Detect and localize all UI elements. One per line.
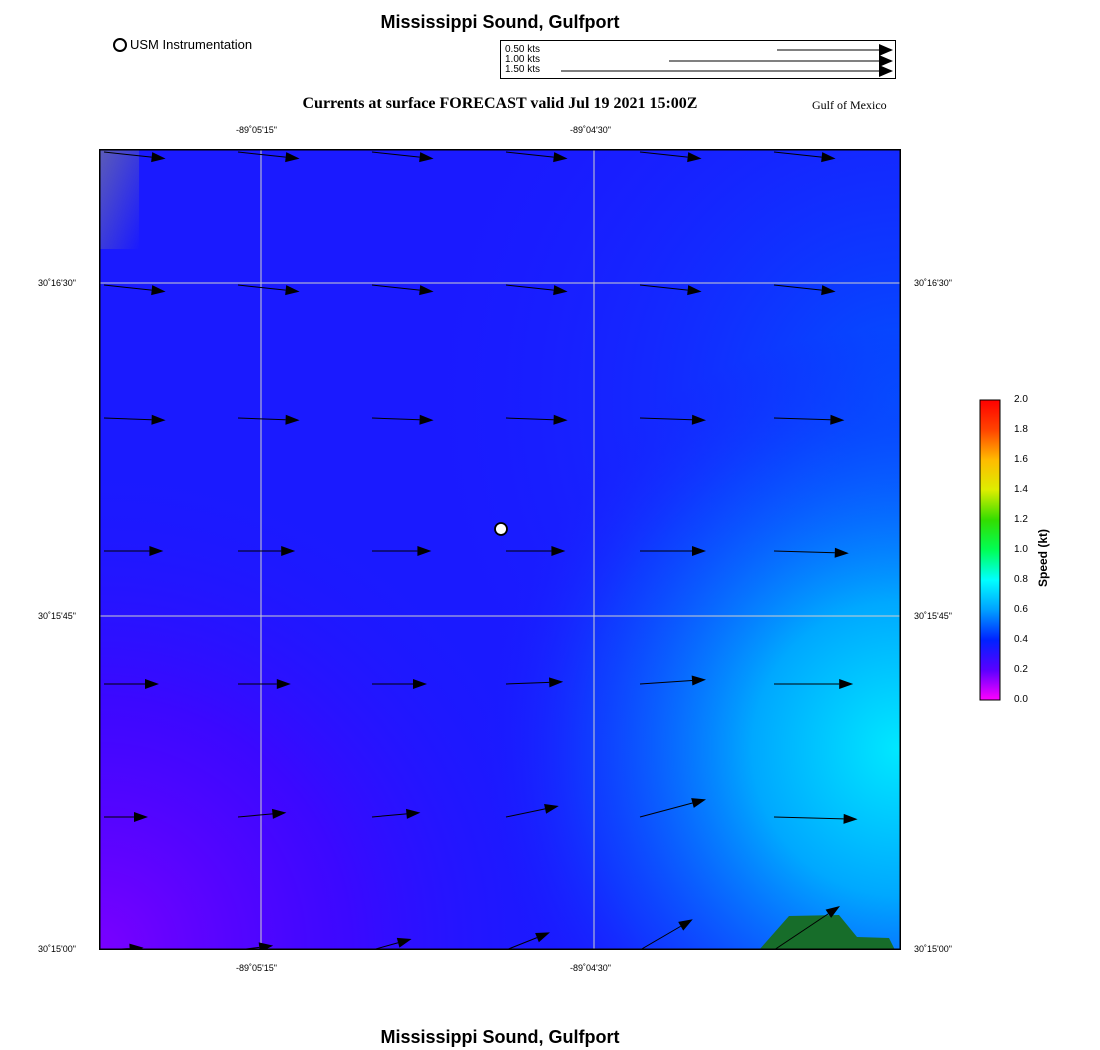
forecast-subtitle: Currents at surface FORECAST valid Jul 19 2021 15:00Z	[302, 95, 698, 112]
scale-label-100: 1.00 kts	[505, 54, 541, 65]
lon-tick-top-2: -89˚04'30"	[570, 125, 611, 135]
lat-tick-right-2: 30˚15'45"	[914, 611, 952, 621]
colorbar-tick-label: 1.0	[1014, 544, 1028, 555]
colorbar-tick-label: 2.0	[1014, 394, 1028, 405]
lat-tick-left-1: 30˚16'30"	[38, 278, 76, 288]
lon-tick-top-1: -89˚05'15"	[236, 125, 277, 135]
speed-scale-arrows	[501, 41, 895, 78]
usm-station-marker[interactable]	[495, 523, 507, 535]
lat-tick-right-3: 30˚15'00"	[914, 944, 952, 954]
station-marker-icon	[113, 38, 127, 52]
lat-tick-left-3: 30˚15'00"	[38, 944, 76, 954]
speed-scale-legend	[500, 40, 896, 79]
colorbar-tick-label: 0.2	[1014, 664, 1028, 675]
colorbar-tick-label: 0.6	[1014, 604, 1028, 615]
map-title: Mississippi Sound, Gulfport	[380, 12, 620, 32]
scale-label-050: 0.50 kts	[505, 44, 541, 55]
current-map[interactable]	[99, 149, 901, 950]
lat-tick-left-2: 30˚15'45"	[38, 611, 76, 621]
colorbar-tick-label: 0.4	[1014, 634, 1028, 645]
colorbar-tick-label: 0.0	[1014, 694, 1028, 705]
region-label: Gulf of Mexico	[812, 98, 887, 112]
lat-tick-right-1: 30˚16'30"	[914, 278, 952, 288]
lon-tick-bottom-2: -89˚04'30"	[570, 963, 611, 973]
current-map-svg[interactable]	[99, 149, 901, 950]
map-footer-title: Mississippi Sound, Gulfport	[380, 1027, 620, 1047]
colorbar-tick-label: 1.4	[1014, 484, 1028, 495]
colorbar-tick-label: 1.6	[1014, 454, 1028, 465]
arrow-icon	[879, 55, 893, 67]
colorbar-svg	[979, 399, 1001, 701]
speed-colorbar	[979, 399, 1001, 701]
scale-label-150: 1.50 kts	[505, 64, 541, 75]
arrow-icon	[879, 65, 893, 77]
lon-tick-bottom-1: -89˚05'15"	[236, 963, 277, 973]
colorbar-tick-label: 1.2	[1014, 514, 1028, 525]
colorbar-tick-label: 1.8	[1014, 424, 1028, 435]
arrow-icon	[879, 44, 893, 56]
legend-station-label: USM Instrumentation	[130, 37, 253, 52]
colorbar-tick-label: 0.8	[1014, 574, 1028, 585]
